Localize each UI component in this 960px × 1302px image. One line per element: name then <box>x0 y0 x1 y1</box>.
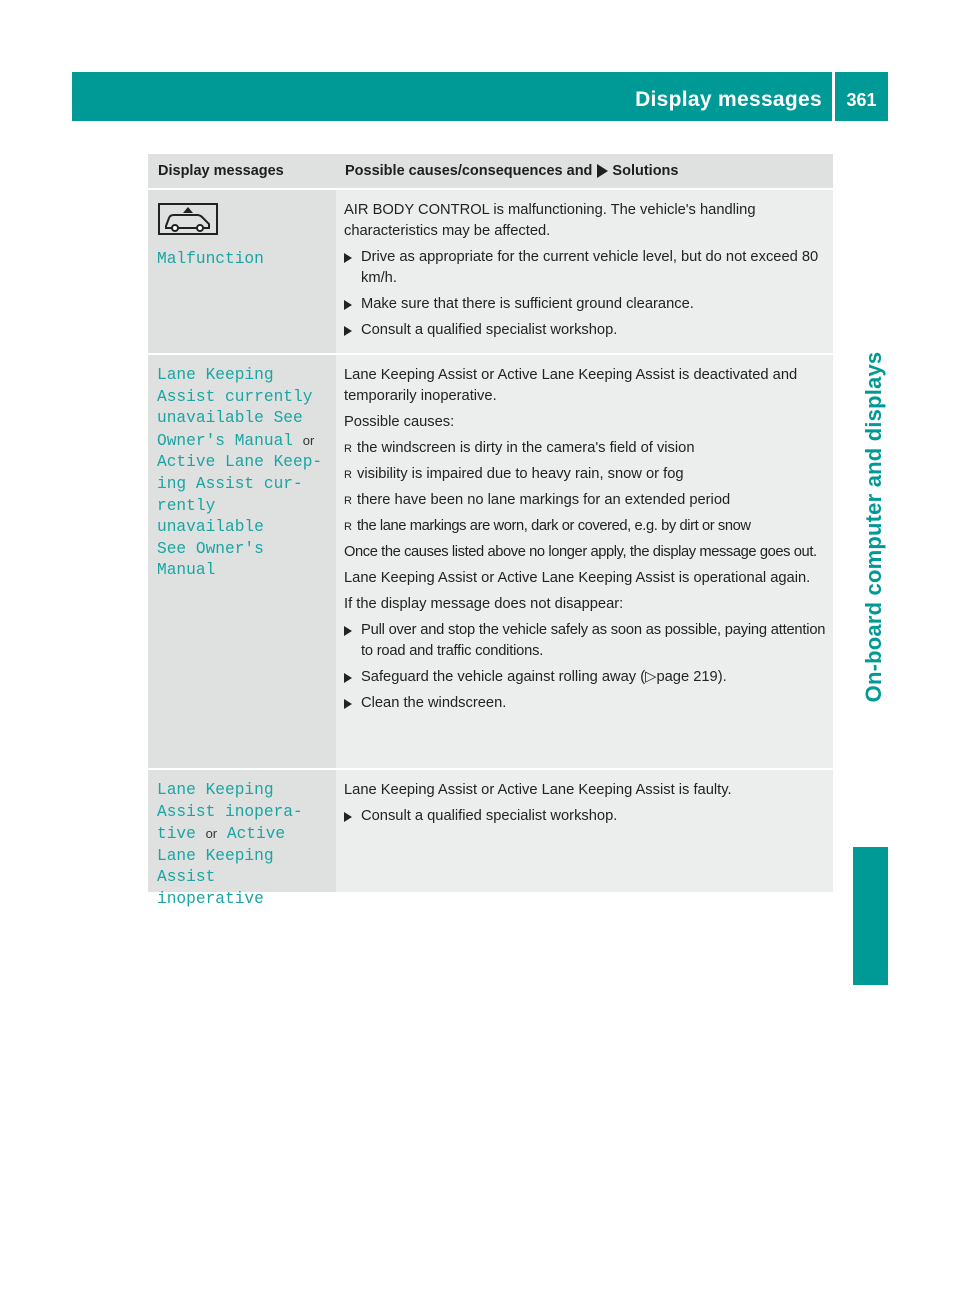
solution-cell <box>336 190 833 353</box>
solution-step: Pull over and stop the vehicle safely as soon as possible, paying attention to road and traffic conditions. <box>344 620 827 662</box>
page-ref-link[interactable]: page 219). <box>656 669 727 685</box>
solution-step: Drive as appropriate for the current vehicle level, but do not exceed 80 km/h. <box>344 247 827 289</box>
page-number: 361 <box>846 90 877 110</box>
step-arrow-icon <box>344 326 352 336</box>
vehicle-level-icon <box>157 202 328 241</box>
side-tab-label: On-board computer and displays <box>861 351 886 703</box>
cause-item: R the windscreen is dirty in the camera's field of vision <box>344 438 827 460</box>
col-header-causes-text: Possible causes/consequences and <box>345 163 593 179</box>
side-tab-marker <box>853 847 888 985</box>
solution-step: Consult a qualified specialist workshop. <box>344 320 827 341</box>
cause-item: R there have been no lane markings for an extended period <box>344 490 827 512</box>
solution-step: Consult a qualified specialist workshop. <box>344 806 827 827</box>
message-cell <box>148 355 336 768</box>
solution-cell <box>336 770 833 892</box>
solution-arrow-icon <box>597 164 608 178</box>
description: Lane Keeping Assist or Active Lane Keeping Assist is deactivated and temporarily inoperative. <box>344 367 798 404</box>
paragraph: Once the causes listed above no longer apply, the display message goes out. <box>344 544 817 560</box>
cause-item: R the lane markings are worn, dark or covered, e.g. by dirt or snow <box>344 516 827 538</box>
description: Lane Keeping Assist or Active Lane Keeping Assist is faulty. <box>344 782 732 798</box>
message-cell <box>148 190 336 353</box>
step-arrow-icon <box>344 673 352 683</box>
page-title: Display messages <box>635 88 822 111</box>
col-header-solutions-text: Solutions <box>612 163 679 179</box>
table-row <box>148 768 833 908</box>
solution-step: Clean the windscreen. <box>344 693 827 714</box>
paragraph: Lane Keeping Assist or Active Lane Keeping Assist is operational again. <box>344 570 811 586</box>
table-row <box>148 188 833 353</box>
step-arrow-icon <box>344 253 352 263</box>
table-row <box>148 353 833 768</box>
display-messages-table <box>148 154 833 908</box>
step-arrow-icon <box>344 812 352 822</box>
bullet-icon: R <box>344 469 352 481</box>
col-header-messages: Display messages <box>158 163 284 179</box>
step-arrow-icon <box>344 699 352 709</box>
table-header <box>148 154 833 188</box>
solution-step: Safeguard the vehicle against rolling away (▷page 219). <box>344 667 827 688</box>
solution-cell <box>336 355 833 768</box>
message-text: Lane Keeping Assist currently unavailable See Owner's Manual or Active Lane Keep‐ ing Assist cur‐ rently unavailable See Owner's Manual <box>157 366 323 580</box>
bullet-icon: R <box>344 443 352 455</box>
paragraph: If the display message does not disappear: <box>344 596 624 612</box>
solution-step: Make sure that there is sufficient ground clearance. <box>344 294 827 315</box>
step-arrow-icon <box>344 626 352 636</box>
bullet-icon: R <box>344 495 352 507</box>
message-text: Lane Keeping Assist inopera‐ tive or Active Lane Keeping Assist inoperative <box>157 781 303 908</box>
page-ref-arrow-icon: ▷ <box>645 669 657 685</box>
or-label: or <box>302 432 315 448</box>
cause-item: R visibility is impaired due to heavy rain, snow or fog <box>344 464 827 486</box>
message-cell <box>148 770 336 908</box>
step-arrow-icon <box>344 300 352 310</box>
message-text: Malfunction <box>157 250 264 268</box>
or-label: or <box>205 826 218 842</box>
possible-causes-label: Possible causes: <box>344 414 455 430</box>
col-header-causes <box>336 163 678 179</box>
bullet-icon: R <box>344 521 352 533</box>
description: AIR BODY CONTROL is malfunctioning. The vehicle's handling characteristics may be affected. <box>344 202 756 239</box>
